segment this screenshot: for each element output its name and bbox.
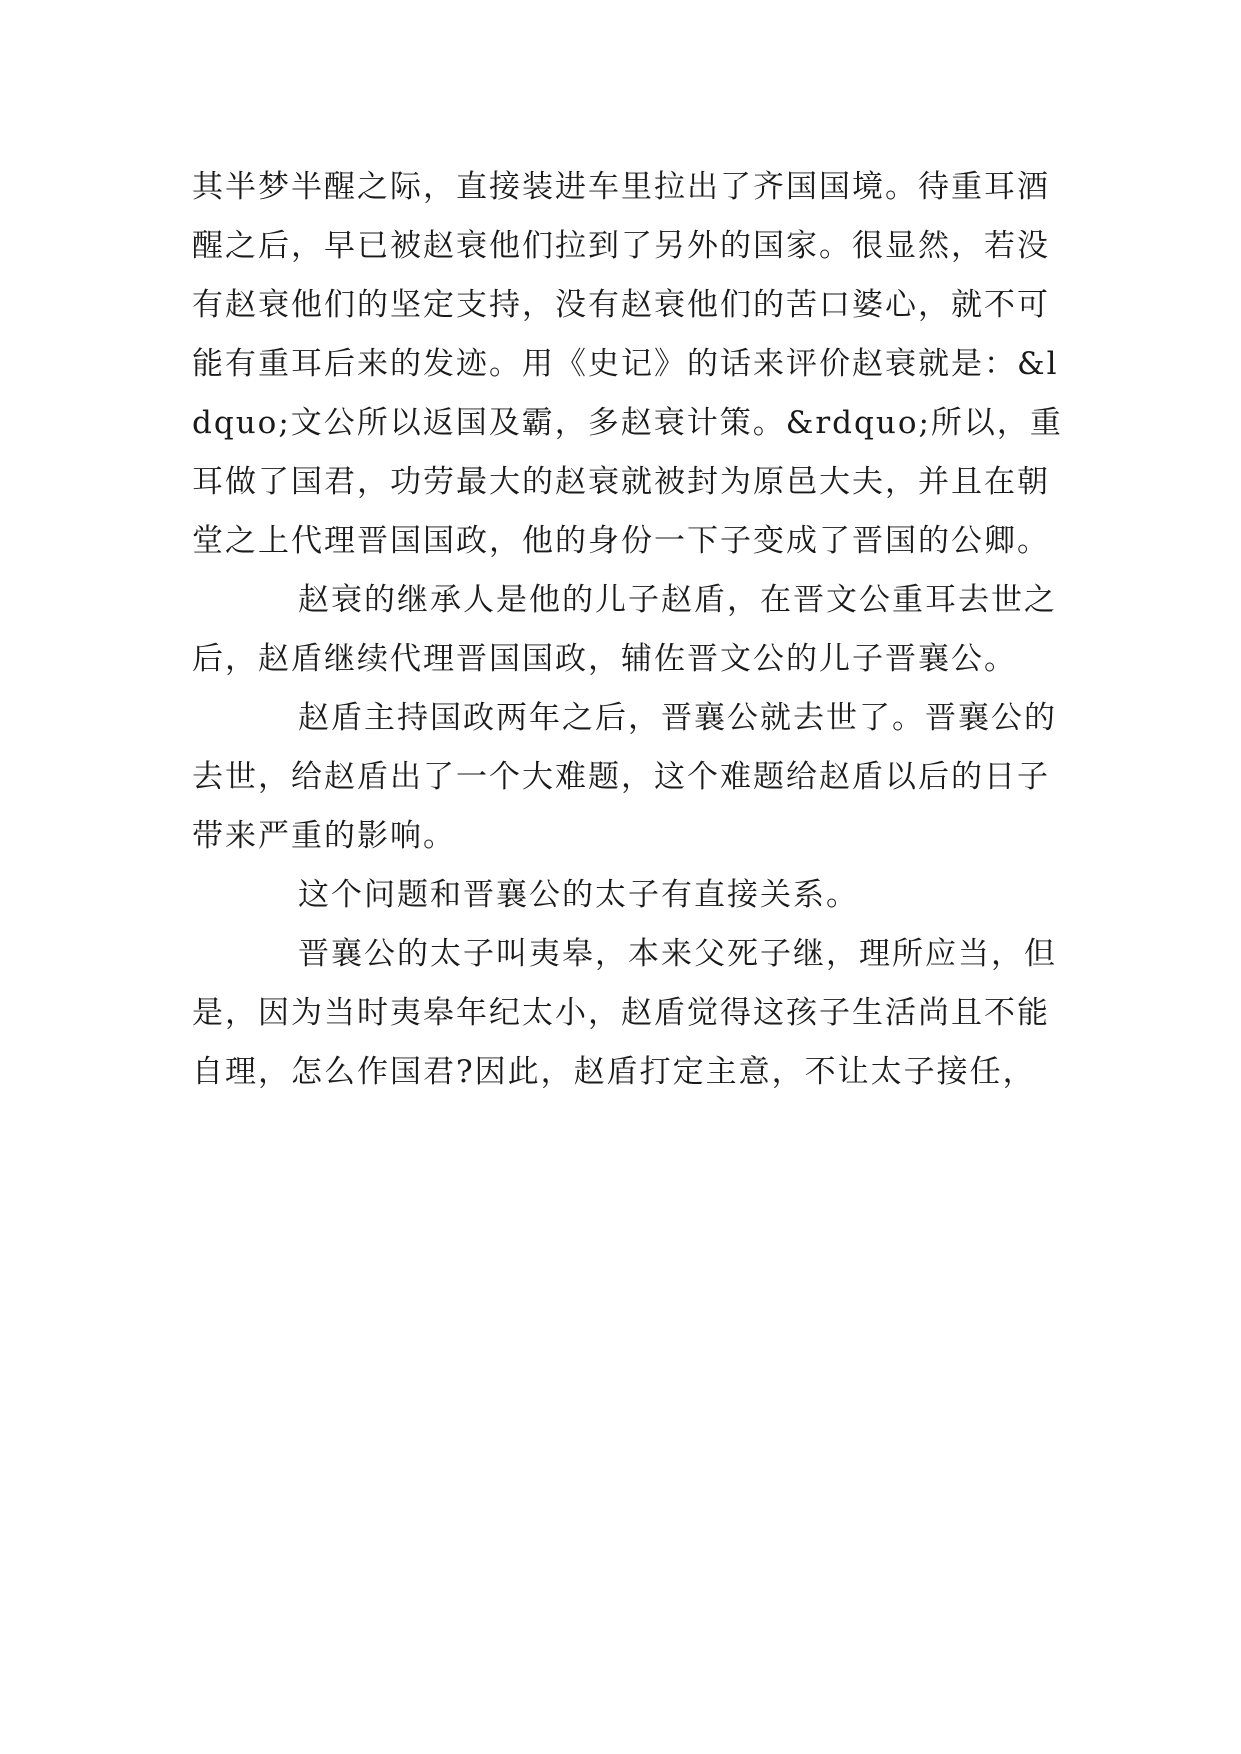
document-body xyxy=(192,158,1072,1102)
paragraph-3: 赵盾主持国政两年之后，晋襄公就去世了。晋襄公的去世，给赵盾出了一个大难题，这个难题给赵盾以后的日子带来严重的影响。 xyxy=(192,700,1057,854)
paragraph-2: 赵衰的继承人是他的儿子赵盾，在晋文公重耳去世之后，赵盾继续代理晋国国政，辅佐晋文公的儿子晋襄公。 xyxy=(192,582,1057,677)
paragraph-4: 这个问题和晋襄公的太子有直接关系。 xyxy=(298,877,859,913)
paragraph-5: 晋襄公的太子叫夷皋，本来父死子继，理所应当，但是，因为当时夷皋年纪太小，赵盾觉得这孩子生活尚且不能自理，怎么作国君?因此，赵盾打定主意，不让太子接任， xyxy=(192,936,1057,1090)
paragraph-1: 其半梦半醒之际，直接装进车里拉出了齐国国境。待重耳酒醒之后，早已被赵衰他们拉到了另外的国家。很显然，若没有赵衰他们的坚定支持，没有赵衰他们的苦口婆心，就不可能有重耳后来的发迹。用《史记》的话来评价赵衰就是：&ldquo;文公所以返国及霸，多赵衰计策。&rdquo;所以，重耳做了国君，功劳最大的赵衰就被封为原邑大夫，并且在朝堂之上代理晋国国政，他的身份一下子变成了晋国的公卿。 xyxy=(192,169,1063,559)
